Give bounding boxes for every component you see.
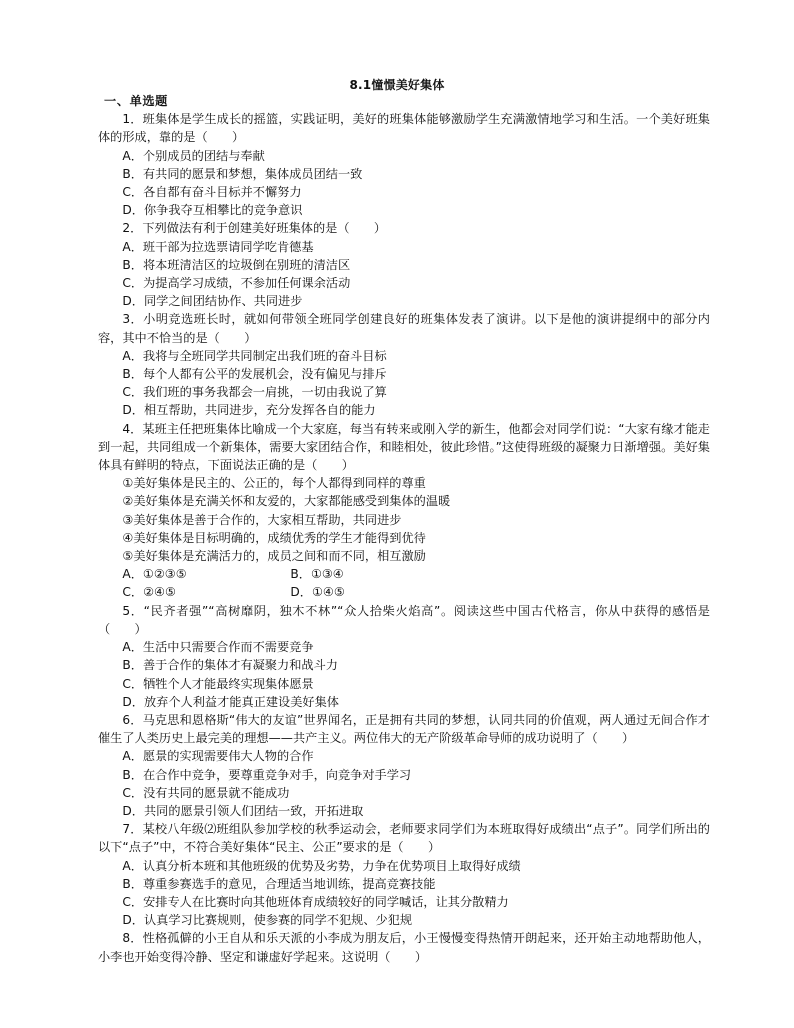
option-d: D．相互帮助，共同进步，充分发挥各自的能力 <box>122 403 376 418</box>
statement-3: ③美好集体是善于合作的，大家相互帮助，共同进步 <box>122 512 402 527</box>
question-stem: 3．小明竞选班长时，就如何带领全班同学创建良好的班集体发表了演讲。以下是他的演讲提纲中的部分内容，其中不恰当的是（ ） <box>98 312 710 345</box>
option-b: B．在合作中竞争，要尊重竞争对手，向竞争对手学习 <box>122 767 412 782</box>
option-c: C．②④⑤ <box>122 585 176 600</box>
question-stem: 4．某班主任把班集体比喻成一个大家庭，每当有转来或刚入学的新生，他都会对同学们说：“大家有缘才能走到一起，共同组成一个新集体，需要大家团结合作，和睦相处，彼此珍惜。”这使得班级的凝聚力日渐增强。美好集体具有鲜明的特点，下面说法正确的是（ ） <box>98 421 710 473</box>
option-c: C．安排专人在比赛时向其他班体育成绩较好的同学喊话，让其分散精力 <box>122 894 509 909</box>
option-b: B．①③④ <box>290 567 344 582</box>
question-4 <box>98 420 710 602</box>
question-stem: 8．性格孤僻的小王自从和乐天派的小李成为朋友后，小王慢慢变得热情开朗起来，还开始主动地帮助他人，小李也开始变得冷静、坚定和谦虚好学起来。这说明（ ） <box>98 931 710 964</box>
option-a: A．个别成员的团结与奉献 <box>122 148 265 163</box>
option-c: C．各自都有奋斗目标并不懈努力 <box>122 185 302 200</box>
statement-5: ⑤美好集体是充满活力的，成员之间和而不同，相互激励 <box>122 549 426 564</box>
question-6 <box>98 711 710 820</box>
option-c: C．牺牲个人才能最终实现集体愿景 <box>122 676 314 691</box>
option-b: B．有共同的愿景和梦想，集体成员团结一致 <box>122 166 363 181</box>
statement-2: ②美好集体是充满关怀和友爱的，大家都能感受到集体的温暖 <box>122 494 451 509</box>
option-d: D．同学之间团结协作、共同进步 <box>122 294 303 309</box>
question-stem: 2．下列做法有利于创建美好班集体的是（ ） <box>122 221 387 236</box>
statement-1: ①美好集体是民主的、公正的，每个人都得到同样的尊重 <box>122 476 426 491</box>
question-7 <box>98 820 710 929</box>
page-title: 8.1憧憬美好集体 <box>349 78 445 92</box>
question-stem: 6．马克思和恩格斯“伟大的友谊”世界闻名，正是拥有共同的梦想，认同共同的价值观，两人通过无间合作才催生了人类历史上最完美的理想——共产主义。两位伟大的无产阶级革命导师的成功说明了（ ） <box>98 712 710 746</box>
question-1 <box>98 110 710 219</box>
statement-4: ④美好集体是目标明确的，成绩优秀的学生才能得到优待 <box>122 530 426 545</box>
option-row <box>98 583 710 601</box>
option-c: C．没有共同的愿景就不能成功 <box>122 785 290 800</box>
option-a: A．我将与全班同学共同制定出我们班的奋斗目标 <box>122 348 387 363</box>
option-row <box>98 565 710 583</box>
option-a: A．班干部为拉选票请同学吃肯德基 <box>122 239 314 254</box>
option-a: A．认真分析本班和其他班级的优势及劣势，力争在优势项目上取得好成绩 <box>122 858 521 873</box>
option-b: B．每个人都有公平的发展机会，没有偏见与排斥 <box>122 367 387 382</box>
section-heading: 一、单选题 <box>104 94 168 108</box>
question-5 <box>98 602 710 711</box>
option-a: A．①②③⑤ <box>122 567 187 582</box>
question-2 <box>98 219 710 310</box>
question-stem: 1．班集体是学生成长的摇篮，实践证明，美好的班集体能够激励学生充满激情地学习和生活。一个美好班集体的形成，靠的是（ ） <box>98 112 710 145</box>
option-a: A．愿景的实现需要伟大人物的合作 <box>122 749 314 764</box>
option-b: B．将本班清洁区的垃圾倒在别班的清洁区 <box>122 257 351 272</box>
option-d: D．放弃个人利益才能真正建设美好集体 <box>122 694 339 709</box>
question-3 <box>98 310 710 419</box>
option-b: B．善于合作的集体才有凝聚力和战斗力 <box>122 658 338 673</box>
option-c: C．为提高学习成绩，不参加任何课余活动 <box>122 276 351 291</box>
document-content <box>98 92 710 966</box>
option-b: B．尊重参赛选手的意见，合理适当地训练，提高竞赛技能 <box>122 876 436 891</box>
question-8 <box>98 929 710 965</box>
option-d: D．认真学习比赛规则，使参赛的同学不犯规、少犯规 <box>122 913 413 928</box>
option-c: C．我们班的事务我都会一肩挑，一切由我说了算 <box>122 385 387 400</box>
question-stem: 7．某校八年级⑵班组队参加学校的秋季运动会，老师要求同学们为本班取得好成绩出“点子”。同学们所出的以下“点子”中，不符合美好集体“民主、公正”要求的是（ ） <box>98 822 710 855</box>
option-d: D．①④⑤ <box>290 585 345 600</box>
option-d: D．你争我夺互相攀比的竞争意识 <box>122 203 303 218</box>
option-d: D．共同的愿景引领人们团结一致，开拓进取 <box>122 803 364 818</box>
question-stem: 5．“民齐者强”“高树靡阴，独木不林”“众人拾柴火焰高”。阅读这些中国古代格言，你从中获得的感悟是（ ） <box>98 603 710 636</box>
option-a: A．生活中只需要合作而不需要竞争 <box>122 640 314 655</box>
